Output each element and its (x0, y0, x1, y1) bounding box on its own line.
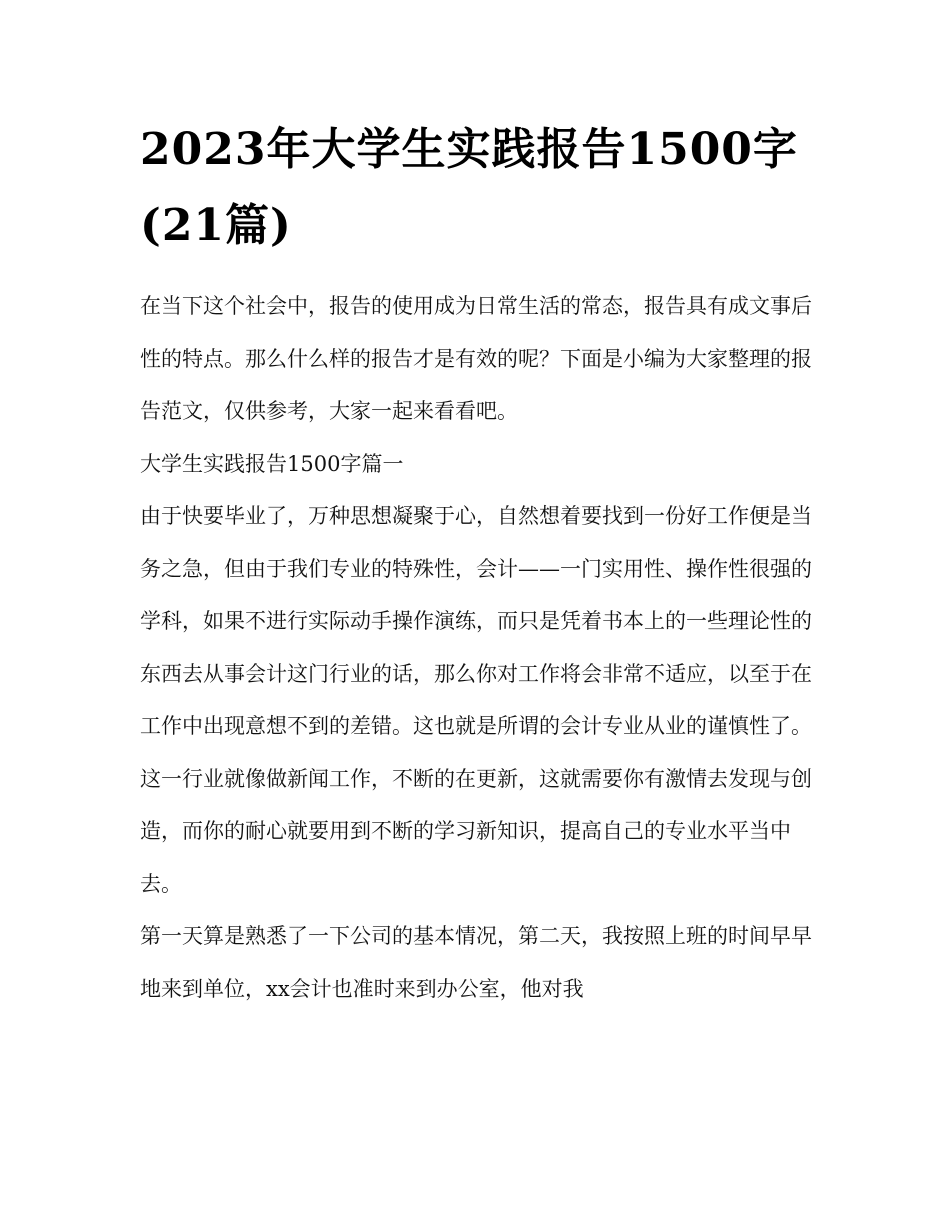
document-body (140, 112, 820, 1015)
body-paragraph-3: 第一天算是熟悉了一下公司的基本情况，第二天，我按照上班的时间早早地来到单位，xx会计也准时来到办公室，他对我 (140, 924, 812, 1001)
document-text (140, 280, 820, 1015)
document-title: 2023年大学生实践报告1500字(21篇) (140, 124, 798, 251)
body-paragraph-1: 由于快要毕业了，万种思想凝聚于心，自然想着要找到一份好工作便是当务之急，但由于我们专业的特殊性，会计——一门实用性、操作性很强的学科，如果不进行实际动手操作演练，而只是凭着书本上的一些理论性的东西去从事会计这门行业的话，那么你对工作将会非常不适应，以至于在工作中出现意想不到的差错。这也就是所谓的会计专业从业的谨慎性了。 (140, 504, 812, 738)
intro-paragraph: 在当下这个社会中，报告的使用成为日常生活的常态，报告具有成文事后性的特点。那么什么样的报告才是有效的呢？下面是小编为大家整理的报告范文，仅供参考，大家一起来看看吧。 (140, 294, 812, 423)
body-paragraph-2: 这一行业就像做新闻工作，不断的在更新，这就需要你有激情去发现与创造，而你的耐心就要用到不断的学习新知识，提高自己的专业水平当中去。 (140, 766, 812, 896)
section-heading: 大学生实践报告1500字篇一 (140, 451, 404, 476)
